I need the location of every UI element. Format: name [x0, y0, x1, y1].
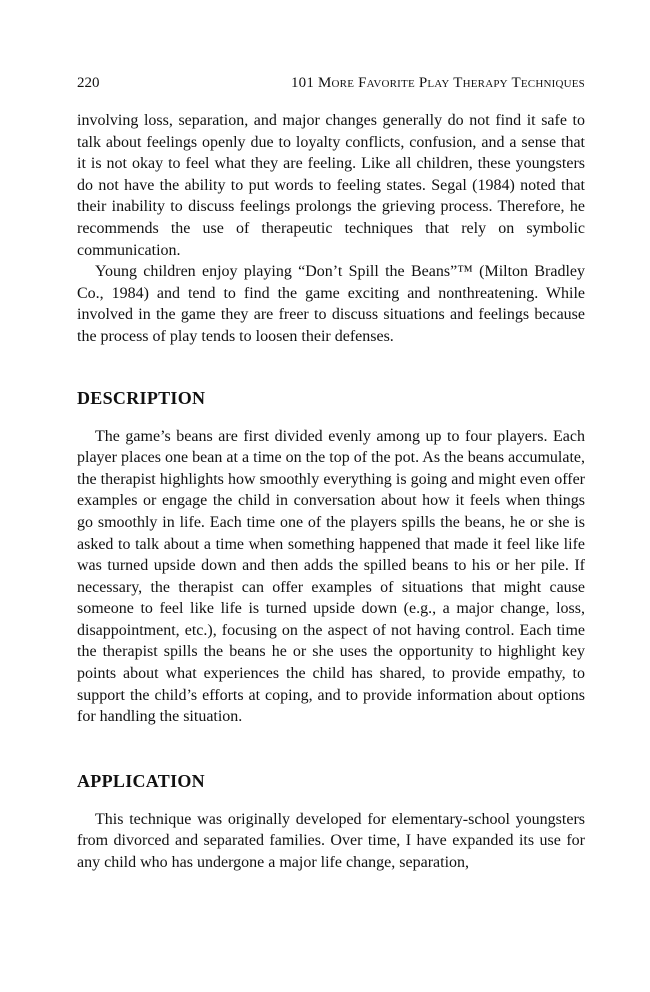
intro-paragraph-continued: involving loss, separation, and major changes generally do not find it safe to talk about feelings openly due to loyalty conflicts, confusion, and a sense that it is not okay to feel what they are feeling. Like all children, these youngsters do not have the ability to put words to feeling states. Segal (1984) noted that their inability to discuss feelings prolongs the grieving process. Therefore, he recommends the use of therapeutic techniques that rely on symbolic communication. [77, 112, 585, 259]
page-number: 220 [77, 75, 100, 91]
application-paragraph: This technique was originally developed for elementary-school youngsters from divorced and separated families. Over time, I have expanded its use for any child who has undergone a major life change, separation, [77, 810, 585, 872]
running-head-title: 101 More Favorite Play Therapy Techniques [290, 75, 585, 91]
description-paragraph: The game’s beans are first divided evenly among up to four players. Each player places one bean at a time on the top of the pot. As the beans accumulate, the therapist highlights how smoothly everything is going and might even offer examples or engage the child in conversation about how it feels when things go smoothly in life. Each time one of the players spills the beans, he or she is asked to talk about a time when something happened that made it feel like life was turned upside down and then adds the spilled beans to his or her pile. If necessary, the therapist can offer examples of situations that might cause someone to feel like life is turned upside down (e.g., a major change, loss, disappointment, etc.), focusing on the aspect of not having control. Each time the therapist spills the beans he or she uses the opportunity to highlight key points about what experiences the child has shared, to provide empathy, to support the child’s efforts at coping, and to provide information about options for handling the situation. [77, 427, 585, 726]
application-heading: APPLICATION [77, 770, 205, 791]
book-page [77, 72, 585, 874]
running-head [77, 72, 585, 94]
description-heading: DESCRIPTION [77, 387, 206, 408]
intro-paragraph-game: Young children enjoy playing “Don’t Spill the Beans”™ (Milton Bradley Co., 1984) and tend to find the game exciting and nonthreatening. While involved in the game they are freer to discuss situations and feelings because the process of play tends to loosen their defenses. [77, 263, 585, 345]
